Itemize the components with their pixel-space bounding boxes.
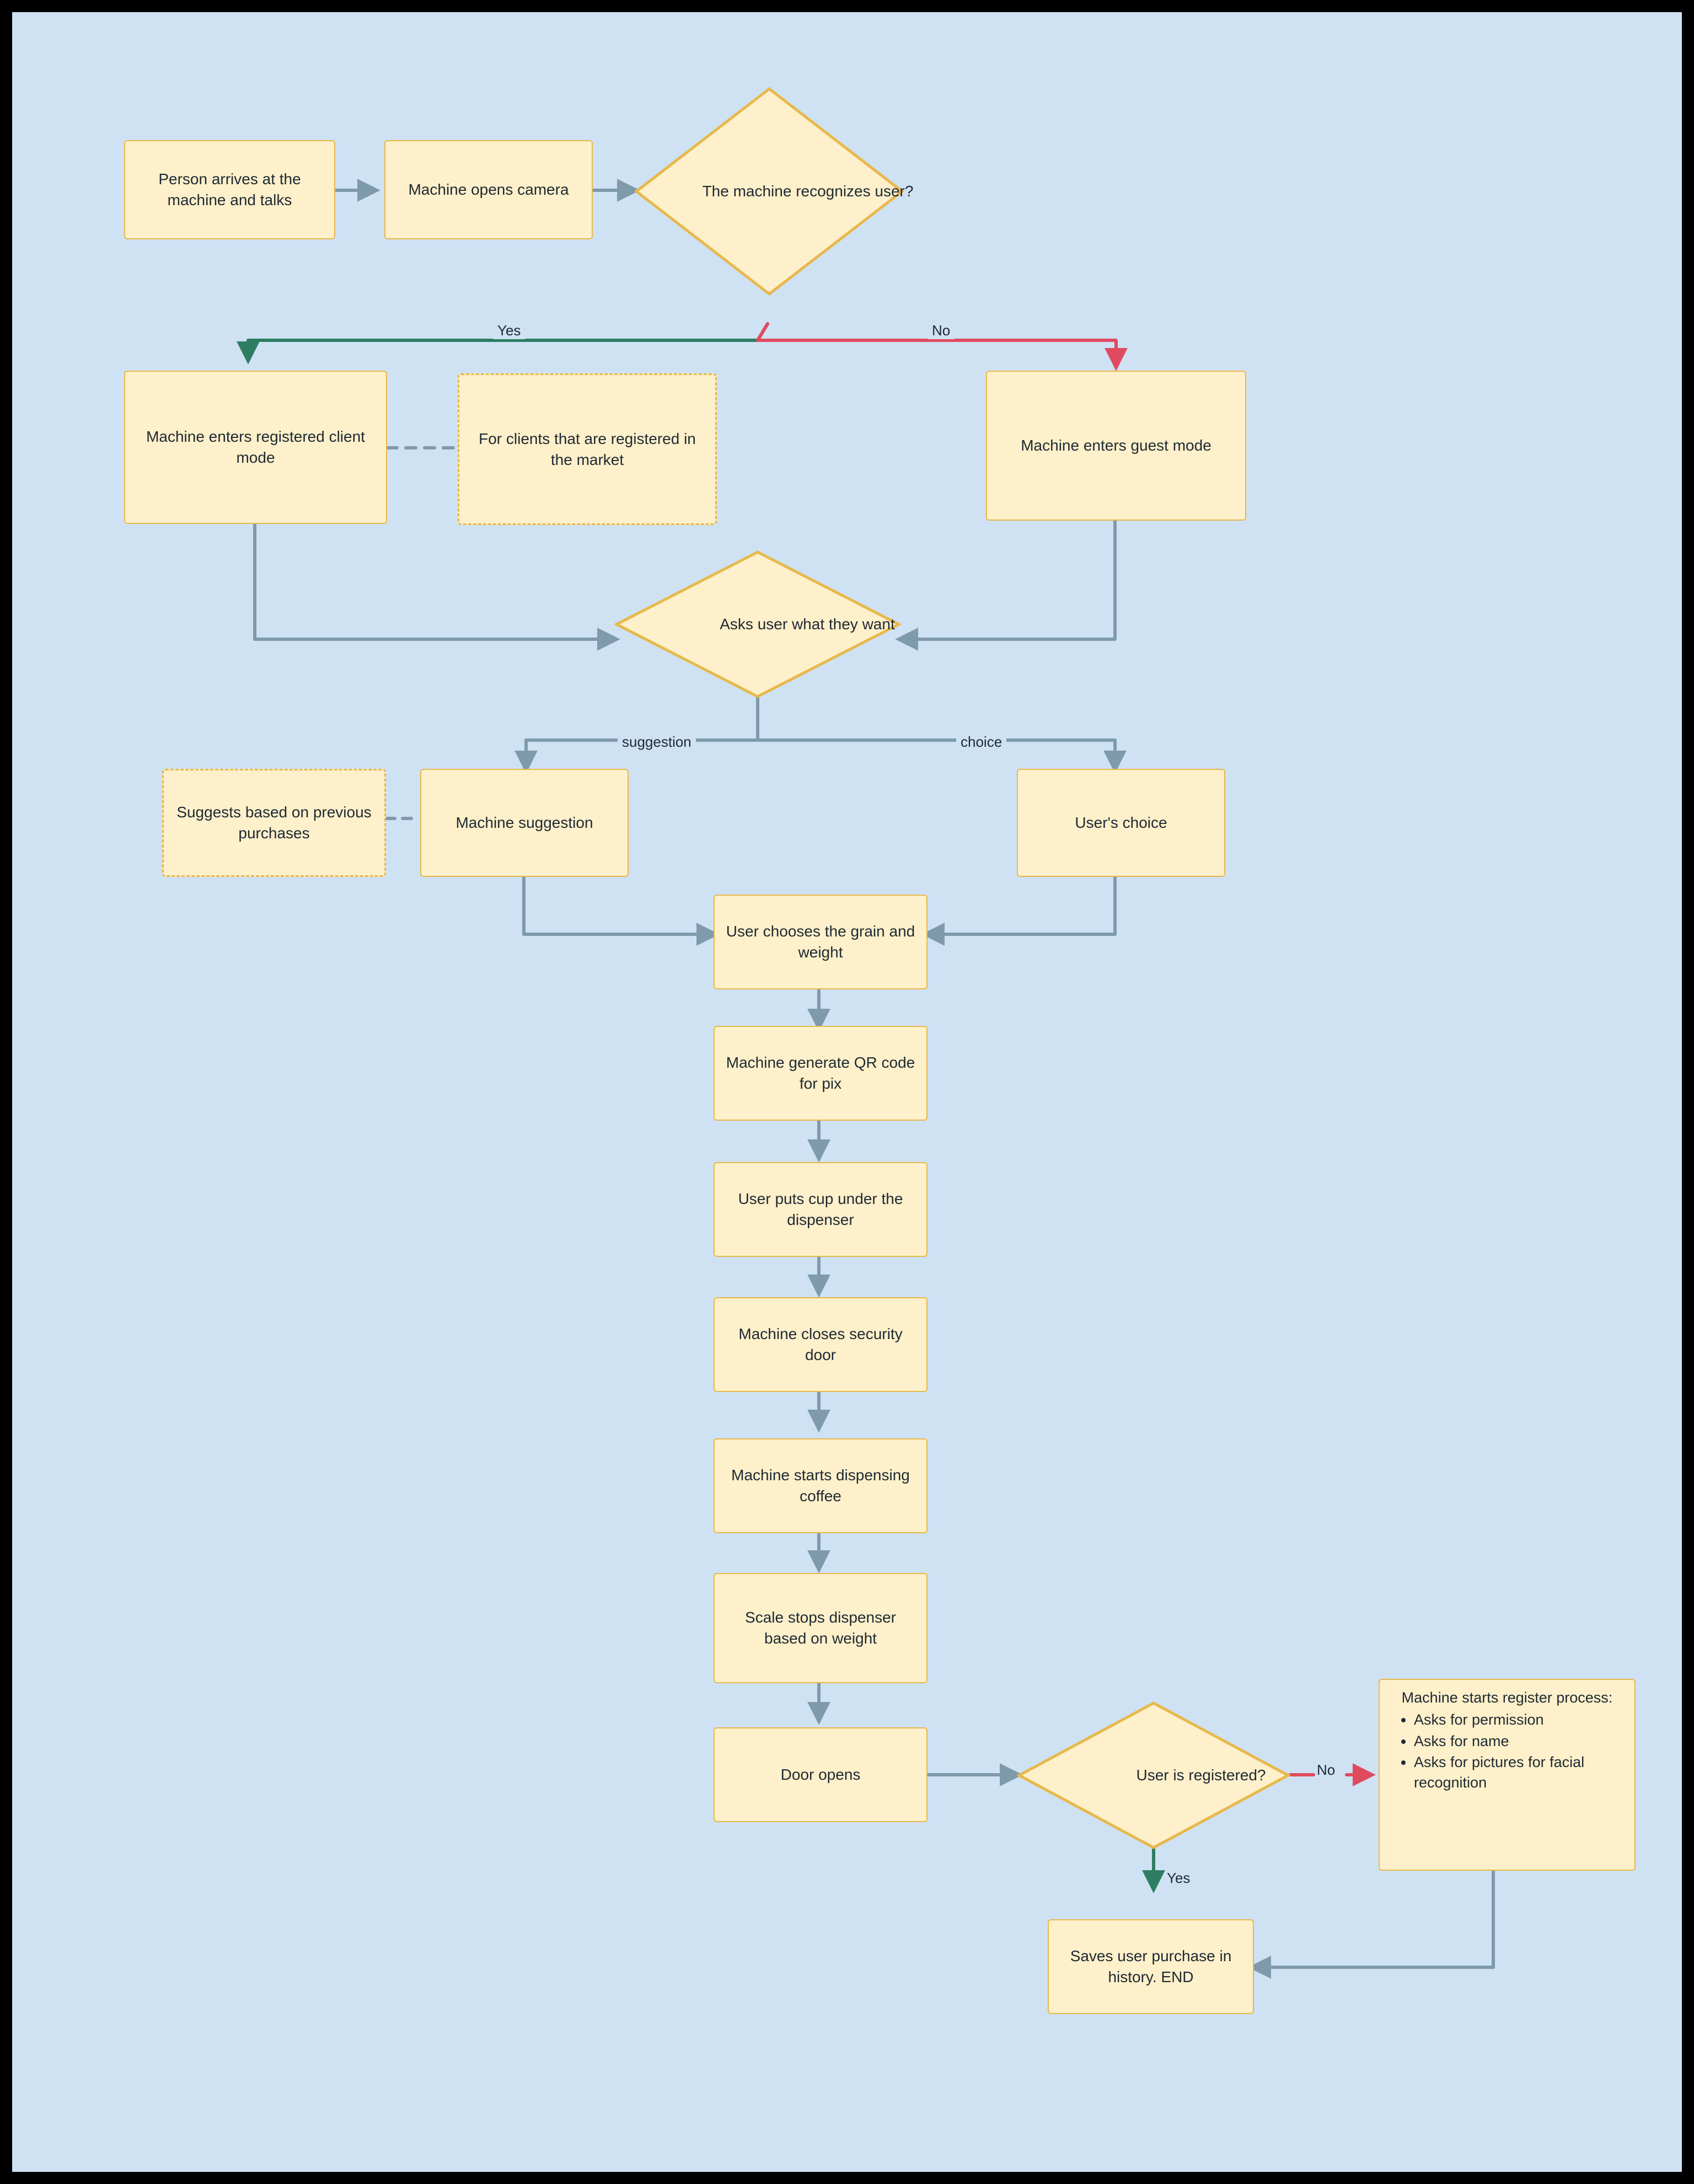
node-asks-label: Asks user what they want bbox=[720, 615, 895, 633]
node-machine-opens-camera[interactable]: Machine opens camera bbox=[384, 140, 593, 239]
node-chooses-grain-weight[interactable]: User chooses the grain and weight bbox=[714, 895, 928, 989]
node-machine-suggestion[interactable]: Machine suggestion bbox=[420, 769, 629, 877]
edge-label-suggestion: suggestion bbox=[618, 734, 696, 751]
node-user-is-registered-label: User is registered? bbox=[1136, 1767, 1266, 1784]
node-puts-cup[interactable]: User puts cup under the dispenser bbox=[714, 1162, 928, 1257]
edge-label-choice: choice bbox=[956, 734, 1006, 751]
node-register-process[interactable] bbox=[1379, 1679, 1636, 1871]
register-process-list bbox=[1389, 1710, 1626, 1792]
node-closes-door[interactable]: Machine closes security door bbox=[714, 1297, 928, 1392]
node-recognizes-user[interactable] bbox=[634, 87, 914, 296]
edge-label-no-recognize: No bbox=[928, 322, 955, 339]
node-registered-client-mode[interactable]: Machine enters registered client mode bbox=[124, 371, 387, 524]
register-process-item: • Asks for name bbox=[1414, 1731, 1626, 1751]
node-user-is-registered[interactable] bbox=[1017, 1701, 1290, 1850]
edge-label-no-registered: No bbox=[1317, 1762, 1336, 1778]
node-saves-purchase[interactable]: Saves user purchase in history. END bbox=[1048, 1919, 1254, 2014]
node-person-arrives[interactable]: Person arrives at the machine and talks bbox=[124, 140, 335, 239]
register-process-item: • Asks for permission bbox=[1414, 1710, 1626, 1730]
edge-label-yes-recognize: Yes bbox=[493, 322, 525, 339]
node-registered-note[interactable]: For clients that are registered in the market bbox=[458, 373, 717, 525]
edge-label-yes-registered: Yes bbox=[1167, 1870, 1191, 1886]
node-scale-stops[interactable]: Scale stops dispenser based on weight bbox=[714, 1573, 928, 1683]
node-guest-mode[interactable]: Machine enters guest mode bbox=[986, 371, 1246, 521]
node-suggests-note[interactable]: Suggests based on previous purchases bbox=[162, 769, 386, 877]
node-asks-what-they-want[interactable] bbox=[614, 550, 901, 699]
node-starts-dispensing[interactable]: Machine starts dispensing coffee bbox=[714, 1438, 928, 1533]
node-users-choice[interactable]: User's choice bbox=[1017, 769, 1225, 877]
node-recognizes-user-label: The machine recognizes user? bbox=[702, 183, 914, 200]
flowchart-canvas bbox=[12, 12, 1682, 2172]
register-process-title: Machine starts register process: bbox=[1401, 1689, 1613, 1706]
node-generate-qr[interactable]: Machine generate QR code for pix bbox=[714, 1026, 928, 1121]
register-process-item: • Asks for pictures for facial recognition bbox=[1414, 1752, 1626, 1792]
node-door-opens[interactable]: Door opens bbox=[714, 1727, 928, 1822]
